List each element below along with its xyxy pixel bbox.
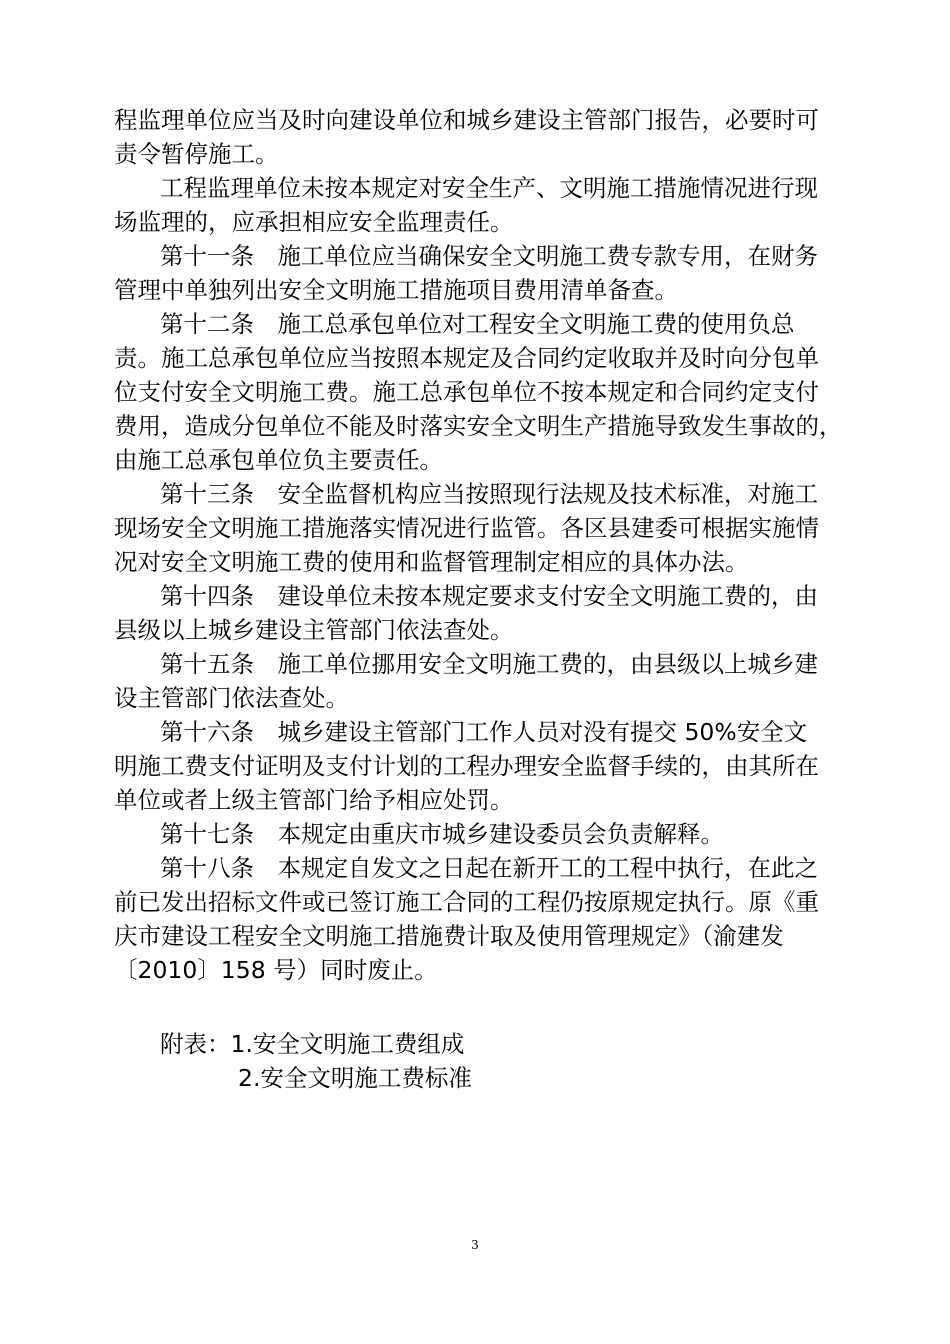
article-18-line: 第十八条 本规定自发文之日起在新开工的工程中执行，在此之 — [160, 854, 818, 882]
paragraph-line: 〔2010〕158 号）同时废止。 — [114, 956, 438, 984]
paragraph-line: 责令暂停施工。 — [114, 140, 279, 168]
article-15-line: 第十五条 施工单位挪用安全文明施工费的，由县级以上城乡建 — [160, 650, 818, 678]
paragraph-line: 明施工费支付证明及支付计划的工程办理安全监督手续的，由其所在 — [114, 752, 819, 780]
article-13-line: 第十三条 安全监督机构应当按照现行法规及技术标准，对施工 — [160, 480, 818, 508]
paragraph-line: 现场安全文明施工措施落实情况进行监管。各区县建委可根据实施情 — [114, 514, 819, 542]
paragraph-line: 工程监理单位未按本规定对安全生产、文明施工措施情况进行现 — [160, 174, 818, 202]
paragraph-line: 前已发出招标文件或已签订施工合同的工程仍按原规定执行。原《重 — [114, 888, 819, 916]
paragraph-line: 庆市建设工程安全文明施工措施费计取及使用管理规定》（渝建发 — [114, 922, 784, 950]
article-17-line: 第十七条 本规定由重庆市城乡建设委员会负责解释。 — [160, 820, 724, 848]
paragraph-line: 费用，造成分包单位不能及时落实安全文明生产措施导致发生事故的， — [114, 412, 843, 440]
article-14-line: 第十四条 建设单位未按本规定要求支付安全文明施工费的，由 — [160, 582, 818, 610]
article-16-line: 第十六条 城乡建设主管部门工作人员对没有提交 50%安全文 — [160, 718, 808, 746]
paragraph-line: 责。施工总承包单位应当按照本规定及合同约定收取并及时向分包单 — [114, 344, 819, 372]
paragraph-line: 场监理的，应承担相应安全监理责任。 — [114, 208, 514, 236]
paragraph-line: 况对安全文明施工费的使用和监督管理制定相应的具体办法。 — [114, 548, 749, 576]
article-11-line: 第十一条 施工单位应当确保安全文明施工费专款专用，在财务 — [160, 242, 818, 270]
attachment-line-1: 附表：1.安全文明施工费组成 — [160, 1030, 465, 1058]
page-number: 3 — [471, 1238, 479, 1252]
paragraph-line: 位支付安全文明施工费。施工总承包单位不按本规定和合同约定支付 — [114, 378, 819, 406]
paragraph-line: 单位或者上级主管部门给予相应处罚。 — [114, 786, 514, 814]
paragraph-line: 由施工总承包单位负主要责任。 — [114, 446, 443, 474]
paragraph-line: 设主管部门依法查处。 — [114, 684, 349, 712]
document-body — [114, 103, 852, 1095]
paragraph-line: 程监理单位应当及时向建设单位和城乡建设主管部门报告，必要时可 — [114, 106, 819, 134]
spacer — [114, 987, 852, 1027]
paragraph-line: 县级以上城乡建设主管部门依法查处。 — [114, 616, 514, 644]
article-12-line: 第十二条 施工总承包单位对工程安全文明施工费的使用负总 — [160, 310, 795, 338]
attachment-line-2: 2.安全文明施工费标准 — [238, 1064, 472, 1092]
paragraph-line: 管理中单独列出安全文明施工措施项目费用清单备查。 — [114, 276, 678, 304]
